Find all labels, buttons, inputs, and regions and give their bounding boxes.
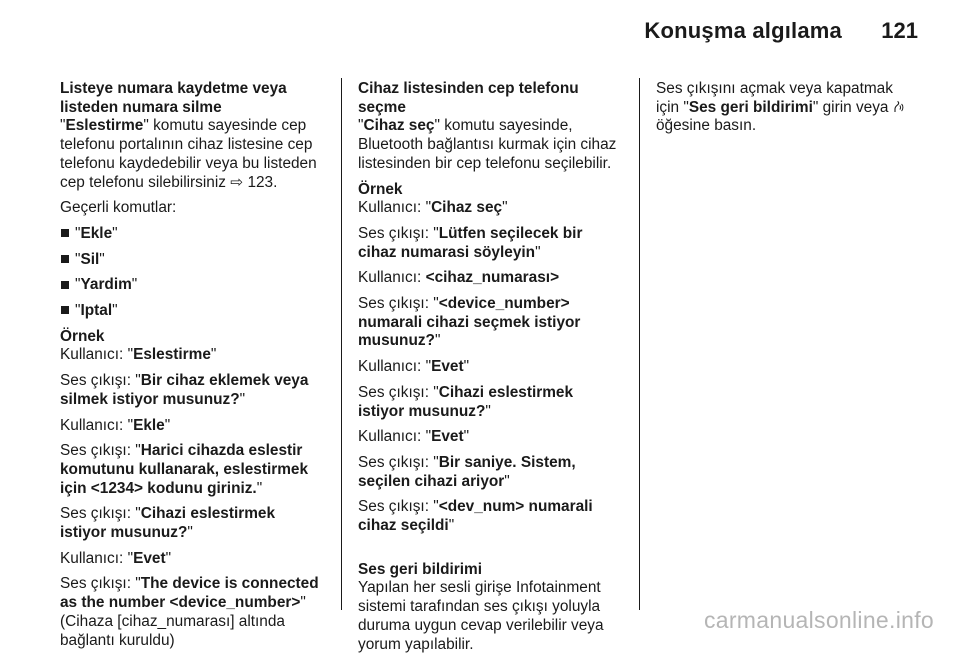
section-heading: Listeye numara kaydetme veya listeden numara silme	[60, 80, 287, 116]
dialog-line: Kullanıcı: "Eslestirme"	[60, 346, 217, 364]
column-divider-1	[341, 78, 342, 610]
dialog-line: Ses çıkışı: "The device is connected as the number <device_number>"	[60, 575, 319, 612]
command-item: "Iptal"	[60, 302, 324, 321]
dialog-line: Ses çıkışı: "Lütfen seçilecek bir cihaz numarasi söyleyin"	[358, 224, 583, 261]
command: Cihaz seç	[363, 117, 435, 135]
dialog-line: Kullanıcı: "Evet"	[358, 358, 470, 376]
command-item: "Yardim"	[60, 276, 324, 295]
spacer	[358, 543, 622, 561]
bullet-icon	[61, 281, 69, 289]
dialog-line: Kullanıcı: "Ekle"	[60, 416, 171, 434]
column-2	[358, 80, 622, 661]
page-ref[interactable]: 123.	[247, 173, 278, 191]
column-divider-2	[639, 78, 640, 610]
page-header	[0, 14, 960, 54]
section-heading: Cihaz listesinden cep telefonu seçme	[358, 80, 579, 116]
bullet-icon	[61, 229, 69, 237]
dialog-line: Ses çıkışı: "Bir cihaz eklemek veya silmek istiyor musunuz?"	[60, 372, 309, 408]
section-heading: Ses geri bildirimi	[358, 560, 483, 578]
dialog-line: Kullanıcı: <cihaz_numarası>	[358, 269, 560, 287]
dialog-line: Kullanıcı: "Cihaz seç"	[358, 199, 508, 217]
dialog-line: Ses çıkışı: "Cihazi eslestirmek istiyor musunuz?"	[358, 383, 574, 420]
bullet-icon	[61, 306, 69, 314]
intro-paragraph: "Cihaz seç" komutu sayesinde, Bluetooth bağlantısı kurmak için cihaz listesinden bir cep telefonu seçilebilir.	[358, 117, 617, 172]
dialog-line: Ses çıkışı: "<dev_num> numarali cihaz seçildi"	[358, 498, 593, 535]
page-ref-arrow-icon: ⇨	[230, 173, 244, 191]
dialog-line: Kullanıcı: "Evet"	[358, 428, 470, 446]
dialog-line: Ses çıkışı: "<device_number> numarali cihazi seçmek istiyor musunuz?"	[358, 295, 581, 350]
intro-paragraph: "Eslestirme" komutu sayesinde cep telefonu portalının cihaz listesine cep telefonu kaydedebilir veya bu listeden cep telefonu silebilirsiniz ⇨ 123.	[60, 117, 317, 191]
command-item: "Ekle"	[60, 225, 324, 244]
commands-label: Geçerli komutlar:	[60, 199, 177, 217]
dialog-line: Ses çıkışı: "Cihazi eslestirmek istiyor musunuz?"	[60, 505, 276, 542]
example-heading: Örnek	[60, 327, 105, 345]
dialog-line: Ses çıkışı: "Bir saniye. Sistem, seçilen cihazi ariyor"	[358, 453, 576, 490]
dialog-line: Ses çıkışı: "Harici cihazda eslestir komutunu kullanarak, eslestirmek için <1234> kodunu giriniz."	[60, 442, 309, 497]
column-1	[60, 80, 324, 657]
page-number: 121	[881, 18, 918, 43]
body-paragraph: Ses çıkışını açmak veya kapatmak için "Ses geri bildirimi" girin veya öğesine basın.	[656, 80, 920, 136]
command: Eslestirme	[65, 117, 144, 135]
column-3	[656, 80, 920, 143]
body-paragraph: Yapılan her sesli girişe Infotainment sistemi tarafından ses çıkışı yoluyla duruma uygun cevap verilebilir veya yorum yapılabilir.	[358, 579, 604, 653]
voice-control-icon	[893, 100, 904, 113]
example-heading: Örnek	[358, 180, 403, 198]
watermark: carmanualsonline.info	[703, 607, 934, 633]
page-title: Konuşma algılama	[644, 18, 842, 43]
bullet-icon	[61, 255, 69, 263]
dialog-line: Kullanıcı: "Evet"	[60, 549, 172, 567]
command-item: "Sil"	[60, 251, 324, 270]
command: Ses geri bildirimi	[688, 98, 813, 116]
dialog-note: (Cihaza [cihaz_numarası] altında bağlantı kuruldu)	[60, 612, 285, 649]
